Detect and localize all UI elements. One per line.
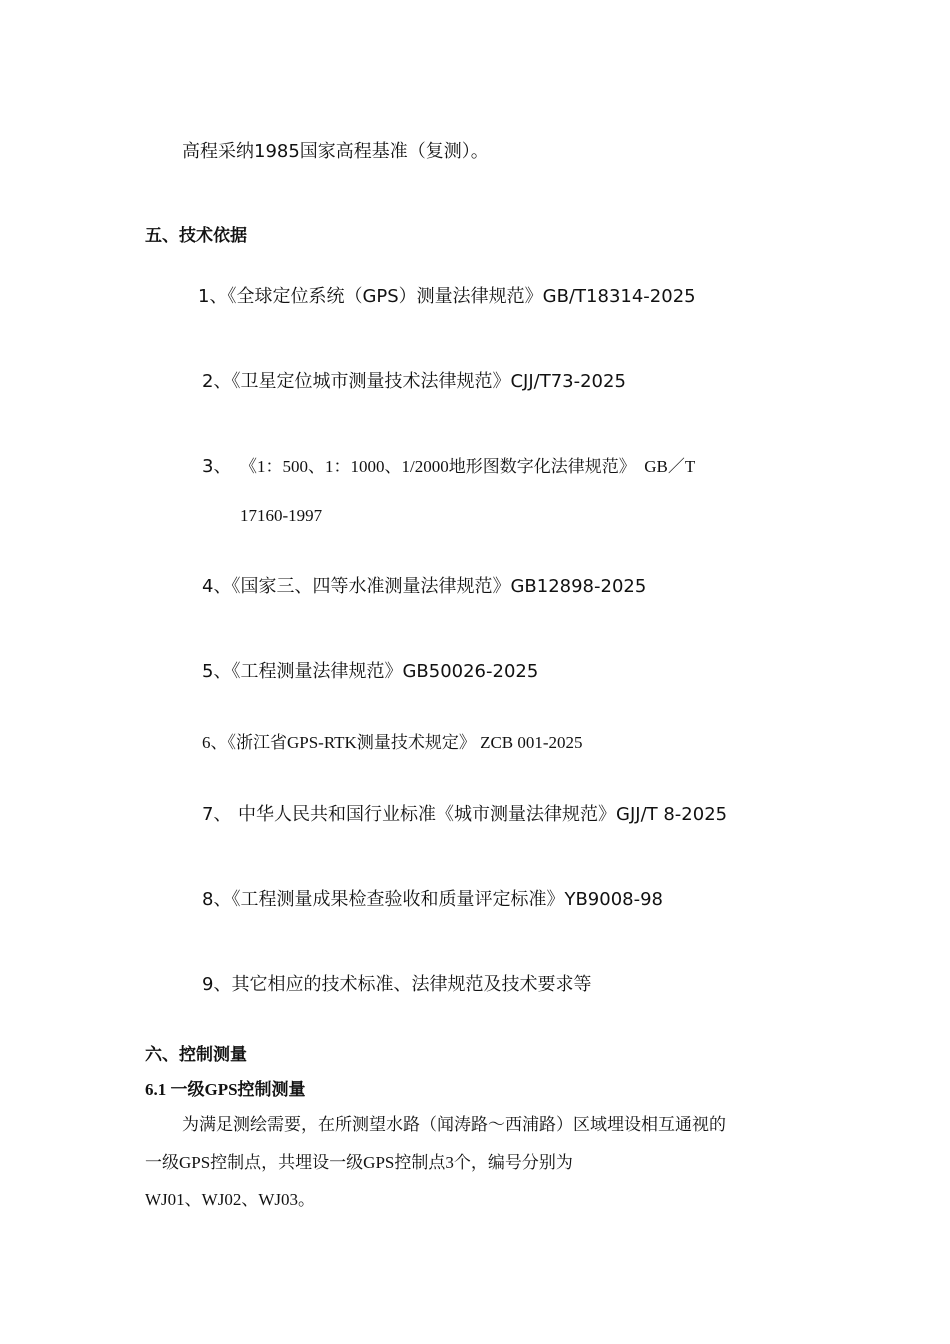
reference-item-3-text: 《1：500、1：1000、1/2000地形图数字化法律规范》 GB／T: [240, 457, 696, 476]
section-5-heading: 五、技术依据: [145, 226, 247, 246]
section-6-heading: 六、控制测量: [145, 1045, 247, 1065]
reference-item-4: 4、《国家三、四等水准测量法律规范》GB12898-2025: [202, 576, 647, 597]
reference-item-7-number: 7、: [202, 804, 232, 825]
paragraph-line-3: WJ01、WJ02、WJ03。: [145, 1190, 315, 1209]
paragraph-line-2: 一级GPS控制点，共埋设一级GPS控制点3个，编号分别为: [145, 1153, 573, 1172]
reference-item-2: 2、《卫星定位城市测量技术法律规范》CJJ/T73-2025: [202, 371, 626, 392]
reference-item-1: 1、《全球定位系统（GPS）测量法律规范》GB/T18314-2025: [198, 286, 696, 307]
subsection-6-1-heading: 6.1 一级GPS控制测量: [145, 1080, 306, 1099]
paragraph-line-1: 为满足测绘需要，在所测望水路（闻涛路～西浦路）区域埋设相互通视的: [182, 1115, 726, 1134]
reference-item-9: 9、其它相应的技术标准、法律规范及技术要求等: [202, 974, 592, 995]
reference-item-3-continuation: 17160-1997: [240, 506, 323, 525]
elevation-datum-text: 高程采纳1985国家高程基准（复测）。: [182, 141, 489, 162]
reference-item-7-text: 中华人民共和国行业标准《城市测量法律规范》GJJ/T 8-2025: [238, 804, 728, 825]
reference-item-8: 8、《工程测量成果检查验收和质量评定标准》YB9008-98: [202, 889, 664, 910]
reference-item-5: 5、《工程测量法律规范》GB50026-2025: [202, 661, 539, 682]
reference-item-3-number: 3、: [202, 456, 232, 477]
reference-item-6: 6、《浙江省GPS-RTK测量技术规定》 ZCB 001-2025: [202, 733, 583, 752]
